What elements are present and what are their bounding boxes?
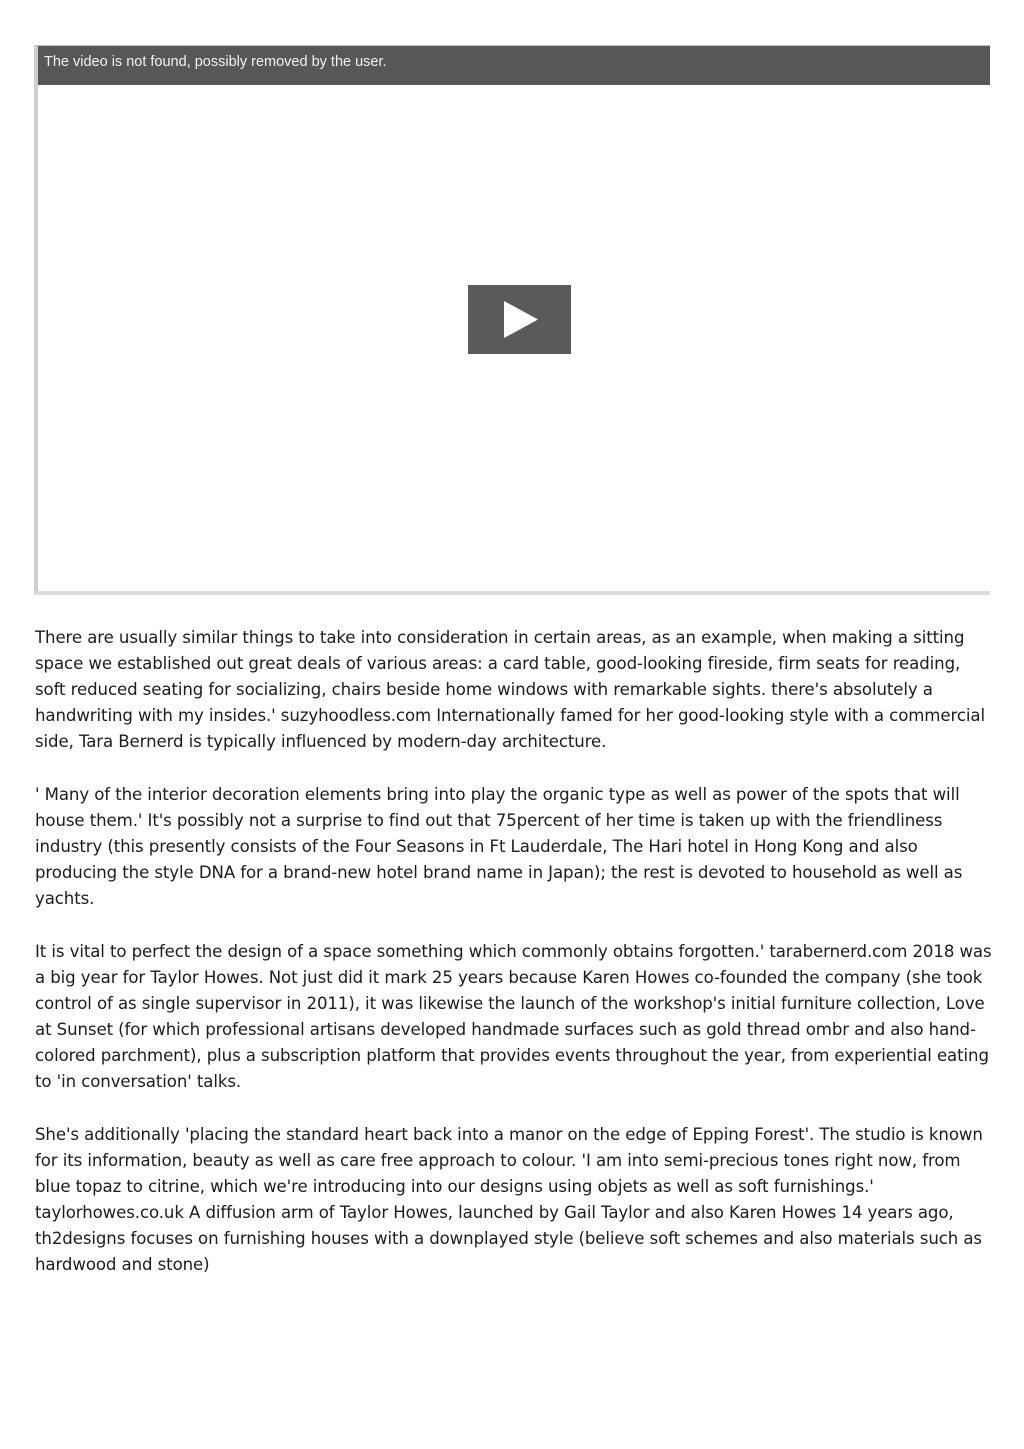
article-body	[35, 625, 993, 1305]
video-error-message: The video is not found, possibly removed by the user.	[38, 46, 990, 85]
play-button[interactable]	[468, 285, 571, 354]
article-paragraph: There are usually similar things to take into consideration in certain areas, as an example, when making a sitting space we established out great deals of various areas: a card table, good-looking fireside, firm seats for reading, soft reduced seating for socializing, chairs beside home windows with remarkable sights. there's absolutely a handwriting with my insides.' suzyhoodless.com Internationally famed for her good-looking style with a commercial side, Tara Bernerd is typically influenced by modern-day architecture.	[35, 628, 985, 751]
play-icon	[468, 285, 571, 354]
article-paragraph: ' Many of the interior decoration elements bring into play the organic type as well as power of the spots that will house them.' It's possibly not a surprise to find out that 75percent of her time is taken up with the friendliness industry (this presently consists of the Four Seasons in Ft Lauderdale, The Hari hotel in Hong Kong and also producing the style DNA for a brand-new hotel brand name in Japan); the rest is devoted to household as well as yachts.	[35, 785, 963, 908]
video-embed[interactable]	[34, 45, 990, 595]
article-paragraph: It is vital to perfect the design of a space something which commonly obtains forgotten.' tarabernerd.com 2018 was a big year for Taylor Howes. Not just did it mark 25 years because Karen Howes co-founded the company (she took control of as single supervisor in 2011), it was likewise the launch of the workshop's initial furniture collection, Love at Sunset (for which professional artisans developed handmade surfaces such as gold thread ombr and also hand- colored parchment), plus a subscription platform that provides events throughout the year, from experiential eating to 'in conversation' talks.	[35, 942, 992, 1091]
article-paragraph: She's additionally 'placing the standard heart back into a manor on the edge of Epping Forest'. The studio is known for its information, beauty as well as care free approach to colour. 'I am into semi-precious tones right now, from blue topaz to citrine, which we're introducing into our designs using objets as well as soft furnishings.' taylorhowes.co.uk A diffusion arm of Taylor Howes, launched by Gail Taylor and also Karen Howes 14 years ago, th2designs focuses on furnishing houses with a downplayed style (believe soft schemes and also materials such as hardwood and stone)	[35, 1125, 983, 1274]
